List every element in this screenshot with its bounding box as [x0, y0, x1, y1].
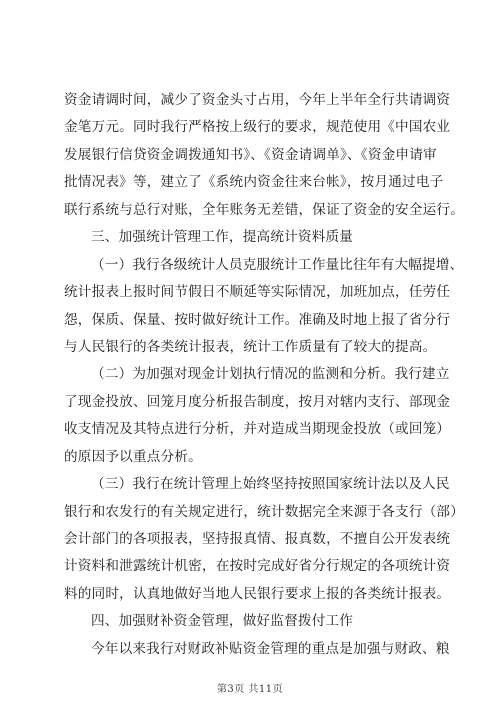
text-line: （三）我行在统计管理上始终坚持按照国家统计法以及人民	[91, 476, 450, 493]
text-line: （一）我行各级统计人员克服统计工作量比往年有大幅提增、	[91, 256, 464, 273]
text-line: 与人民银行的各类统计报表，统计工作质量有了较大的提高。	[64, 338, 437, 355]
text-line: 的原因予以重点分析。	[64, 448, 202, 465]
text-line: 银行和农发行的有关规定进行，统计数据完全来源于各支行（部）	[64, 503, 465, 520]
text-line: 三、加强统计管理工作，提高统计资料质量	[91, 229, 354, 246]
document-body	[64, 87, 465, 663]
text-line: 怨，保质、保量、按时做好统计工作。准确及时地上报了省分行	[64, 311, 451, 328]
text-line: 联行系统与总行对账，全年账务无差错，保证了资金的安全运行。	[64, 201, 465, 218]
text-line: 会计部门的各项报表，坚持报真情、报真数，不擅自公开发表统	[64, 531, 451, 547]
text-line: 料的同时，认真地做好当地人民银行要求上报的各类统计报表。	[64, 585, 451, 602]
text-line: 批情况表》等，建立了《系统内资金往来台帐》，按月通过电子	[64, 174, 444, 191]
text-line: 发展银行信贷资金调拨通知书》、《资金请调单》、《资金申请审	[64, 146, 437, 163]
text-line: 了现金投放、回笼月度分析报告制度，按月对辖内支行、部现金	[64, 393, 451, 410]
page-footer: 第3页 共11页	[216, 684, 284, 695]
text-line: 资金请调时间，减少了资金头寸占用，今年上半年全行共请调资	[64, 92, 451, 108]
text-line: 计资料和泄露统计机密，在按时完成好省分行规定的各项统计资	[64, 558, 451, 575]
text-line: 四、加强财补资金管理，做好监督拨付工作	[91, 613, 354, 630]
text-line: 今年以来我行对财政补贴资金管理的重点是加强与财政、粮	[91, 640, 450, 657]
text-line: 统计报表上报时间节假日不顺延等实际情况，加班加点，任劳任	[64, 284, 451, 301]
text-line: （二）为加强对现金计划执行情况的监测和分析。我行建立	[91, 366, 450, 383]
text-line: 金笔万元。同时我行严格按上级行的要求，规范使用《中国农业	[64, 119, 451, 136]
text-line: 收支情况及其特点进行分析，并对造成当期现金投放（或回笼）	[64, 421, 451, 438]
